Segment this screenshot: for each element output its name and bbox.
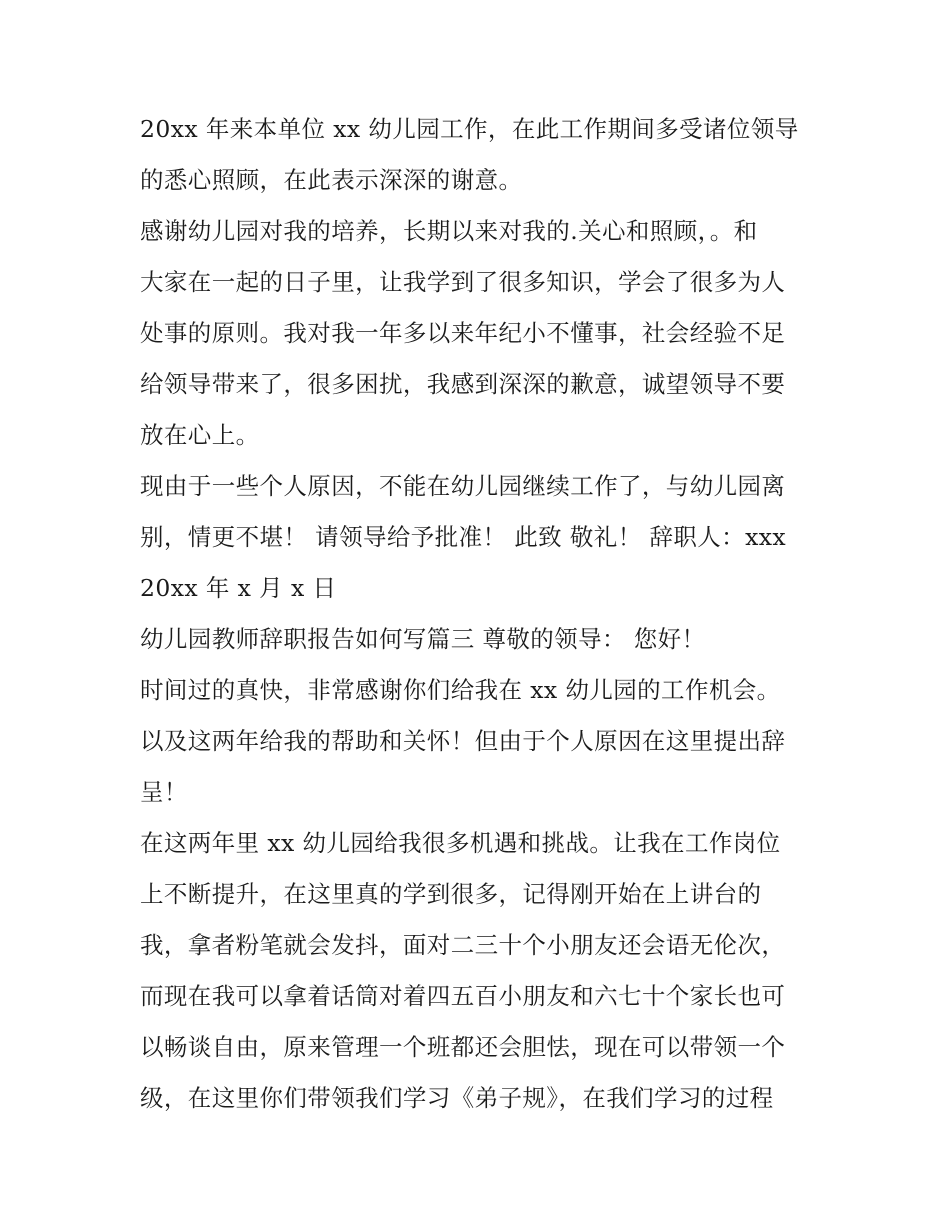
text-line: 以畅谈自由，原来管理一个班都还会胆怯，现在可以带领一个 — [140, 1033, 786, 1061]
text-line: 处事的原则。我对我一年多以来年纪小不懂事，社会经验不足 — [140, 319, 786, 347]
text-line: 我，拿者粉笔就会发抖，面对二三十个小朋友还会语无伦次， — [140, 931, 786, 959]
text-line: 20xx 年来本单位 xx 幼儿园工作，在此工作期间多受诸位领导 — [140, 115, 799, 143]
text-line: 级，在这里你们带领我们学习《弟子规》，在我们学习的过程 — [140, 1084, 774, 1112]
text-line: 别，情更不堪！ 请领导给予批准！ 此致 敬礼！ 辞职人：xxx — [140, 523, 787, 551]
document-body — [140, 104, 820, 1124]
text-line: 放在心上。 — [140, 421, 260, 449]
text-line: 以及这两年给我的帮助和关怀！但由于个人原因在这里提出辞 — [140, 727, 786, 755]
text-line: 感谢幼儿园对我的培养，长期以来对我的.关心和照顾，。和 — [140, 217, 758, 245]
text-line: 现由于一些个人原因，不能在幼儿园继续工作了，与幼儿园离 — [140, 472, 786, 500]
text-line: 上不断提升，在这里真的学到很多，记得刚开始在上讲台的 — [140, 880, 762, 908]
text-line: 大家在一起的日子里，让我学到了很多知识，学会了很多为人 — [140, 268, 786, 296]
date-line: 20xx 年 x 月 x 日 — [140, 574, 337, 602]
text-line: 呈！ — [140, 778, 188, 806]
text-line: 的悉心照顾，在此表示深深的谢意。 — [140, 166, 523, 194]
text-line: 在这两年里 xx 幼儿园给我很多机遇和挑战。让我在工作岗位 — [140, 829, 781, 857]
text-line: 幼儿园教师辞职报告如何写篇三 尊敬的领导： 您好！ — [140, 625, 706, 653]
text-line: 而现在我可以拿着话筒对着四五百小朋友和六七十个家长也可 — [140, 982, 786, 1010]
text-line: 给领导带来了，很多困扰，我感到深深的歉意，诚望领导不要 — [140, 370, 786, 398]
text-line: 时间过的真快，非常感谢你们给我在 xx 幼儿园的工作机会。 — [140, 676, 781, 704]
